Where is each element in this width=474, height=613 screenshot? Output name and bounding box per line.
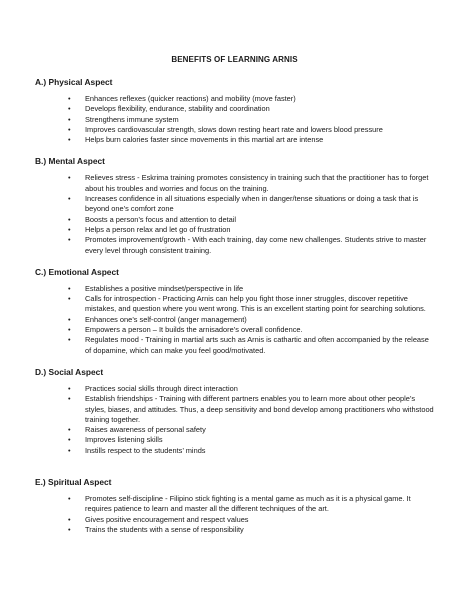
list-item: • Establish friendships - Training with different partners enables you to learn more about other people’s styles, biases, and attitudes. Thus, a deep sensitivity and bond develop among practitioners who withstood training together.	[68, 394, 434, 424]
bullet-list	[35, 494, 434, 535]
bullet-icon: •	[68, 425, 71, 435]
list-item: • Increases confidence in all situations especially when in danger/tense situations or doing a task that is beyond one’s comfort zone	[68, 194, 419, 214]
bullet-list	[35, 284, 434, 356]
section-physical	[35, 77, 434, 145]
bullet-icon: •	[68, 135, 71, 145]
bullet-icon: •	[68, 124, 71, 134]
document-title: BENEFITS OF LEARNING ARNIS	[171, 55, 298, 64]
list-item: • Helps burn calories faster since movements in this martial art are intense	[68, 135, 324, 145]
section-spiritual	[35, 477, 434, 535]
list-item: • Establishes a positive mindset/perspective in life	[68, 283, 244, 293]
bullet-icon: •	[68, 514, 71, 524]
bullet-icon: •	[68, 194, 71, 204]
bullet-icon: •	[68, 283, 71, 293]
list-item: • Instills respect to the students’ minds	[68, 445, 206, 455]
bullet-icon: •	[68, 445, 71, 455]
bullet-icon: •	[68, 94, 71, 103]
list-item: • Trains the students with a sense of responsibility	[68, 524, 244, 534]
section-mental	[35, 156, 434, 255]
list-item: • Boosts a person’s focus and attention to detail	[68, 214, 237, 224]
section-heading: C.) Emotional Aspect	[35, 266, 119, 277]
bullet-icon: •	[68, 314, 71, 324]
list-item: • Strengthens immune system	[68, 114, 179, 124]
section-heading: E.) Spiritual Aspect	[35, 477, 112, 488]
bullet-icon: •	[68, 524, 71, 534]
bullet-icon: •	[68, 214, 71, 224]
list-item: • Gives positive encouragement and respect values	[68, 514, 249, 524]
bullet-icon: •	[68, 335, 71, 345]
list-item: • Practices social skills through direct interaction	[68, 383, 238, 393]
section-emotional	[35, 267, 434, 356]
bullet-icon: •	[68, 104, 71, 114]
list-item: • Enhances reflexes (quicker reactions) and mobility (move faster)	[68, 94, 296, 103]
list-item: • Promotes improvement/growth - With each training, day come new challenges. Students strive to master every level through consistent training.	[68, 235, 427, 255]
list-item: • Enhances one’s self-control (anger management)	[68, 314, 247, 324]
list-item: • Relieves stress - Eskrima training promotes consistency in training such that the practitioner has to forget about his troubles and worries and focus on the training.	[68, 173, 429, 193]
bullet-icon: •	[68, 325, 71, 335]
bullet-icon: •	[68, 494, 71, 504]
bullet-icon: •	[68, 435, 71, 445]
list-item: • Raises awareness of personal safety	[68, 425, 206, 435]
list-item: • Improves cardiovascular strength, slows down resting heart rate and lowers blood pressure	[68, 124, 383, 134]
bullet-icon: •	[68, 394, 71, 404]
section-social	[35, 367, 434, 456]
bullet-list	[35, 384, 434, 456]
list-item: • Helps a person relax and let go of frustration	[68, 224, 231, 234]
section-heading: D.) Social Aspect	[35, 366, 104, 377]
list-item: • Empowers a person – It builds the arnisadore’s overall confidence.	[68, 325, 303, 335]
bullet-icon: •	[68, 294, 71, 304]
list-item: • Develops flexibility, endurance, stability and coordination	[68, 104, 270, 114]
section-heading: B.) Mental Aspect	[35, 156, 105, 167]
bullet-icon: •	[68, 114, 71, 124]
bullet-list	[35, 173, 434, 255]
list-item: • Calls for introspection - Practicing Arnis can help you fight those inner struggles, discover repetitive mistakes, and question where you went wrong. This is an excellent starting point for searching solutions.	[68, 294, 426, 314]
list-item: • Promotes self-discipline - Filipino stick fighting is a mental game as much as it is a physical game. It requires patience to learn and master all the different techniques of the art.	[68, 494, 411, 514]
section-heading: A.) Physical Aspect	[35, 77, 113, 87]
bullet-icon: •	[68, 173, 71, 183]
bullet-icon: •	[68, 383, 71, 393]
bullet-icon: •	[68, 235, 71, 245]
list-item: • Regulates mood - Training in martial arts such as Arnis is cathartic and often accompanied by the release of dopamine, which can make you feel good/motivated.	[68, 335, 429, 355]
list-item: • Improves listening skills	[68, 435, 163, 445]
bullet-icon: •	[68, 224, 71, 234]
bullet-list	[35, 94, 434, 145]
